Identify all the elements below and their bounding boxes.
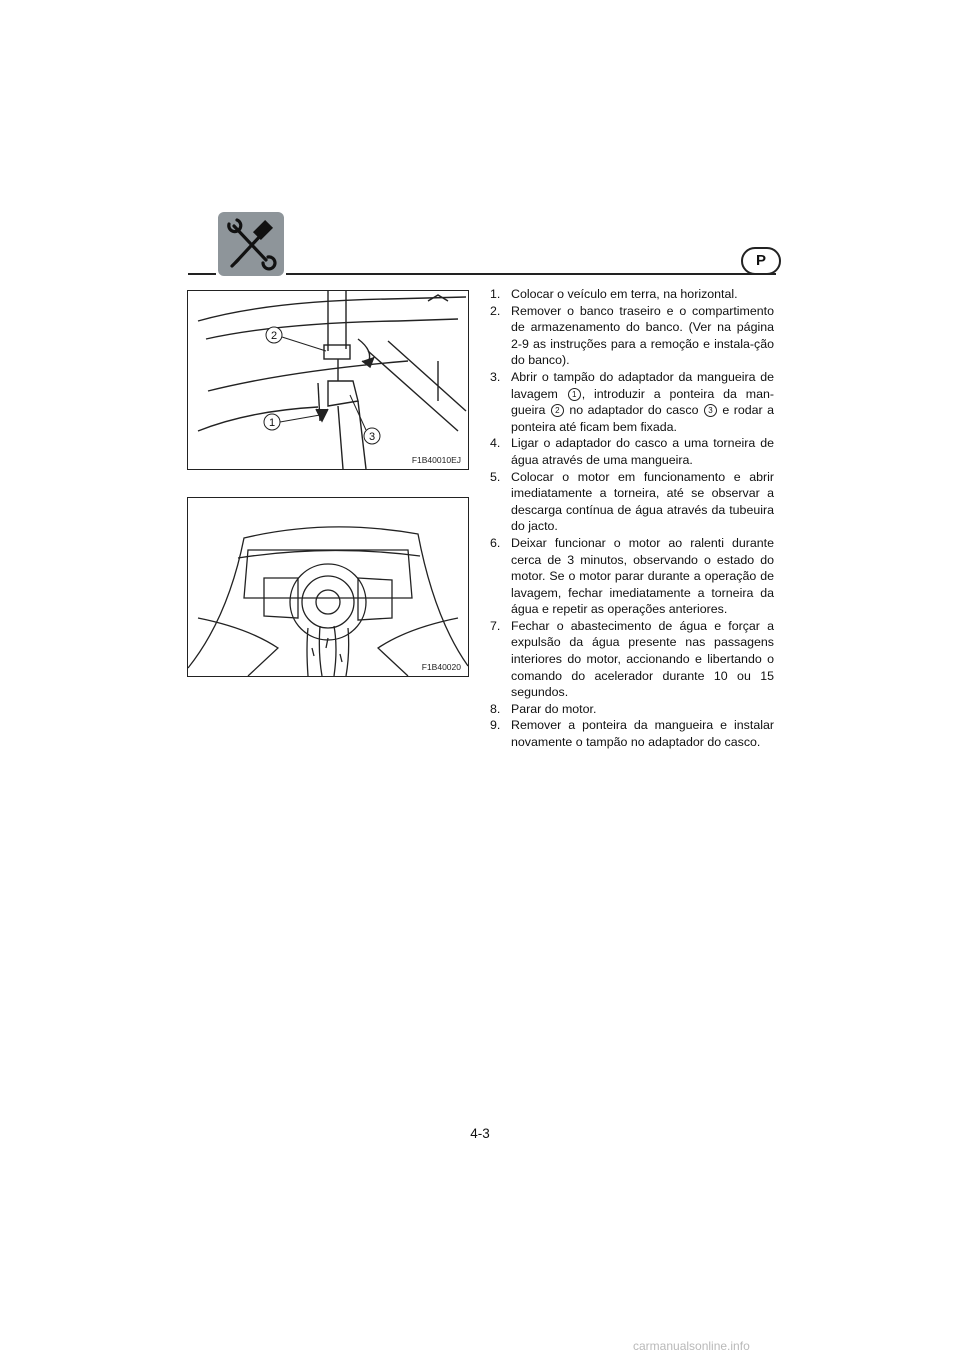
header-rule-left <box>188 273 216 275</box>
step-text: e rodar a ponteira até ficam bem fixada. <box>511 403 774 434</box>
step-number: 6. <box>490 535 501 550</box>
step-number: 7. <box>490 618 501 633</box>
step-4 <box>490 435 774 468</box>
step-text: Deixar funcionar o motor ao ralenti durante cerca de 3 minutos, observando o estado do motor. Se o motor parar durante a operação de lavagem, fechar imediatamente a torneira da água e repetir as operações anteriores. <box>511 535 774 617</box>
flush-adapter-illustration <box>188 291 468 469</box>
step-number: 9. <box>490 718 501 733</box>
step-text: Parar do motor. <box>511 701 597 716</box>
callout-ref-2: 2 <box>551 404 564 417</box>
figure-code: F1B40020 <box>421 662 461 672</box>
step-number: 1. <box>490 287 501 301</box>
callout-ref-3: 3 <box>704 404 717 417</box>
step-9 <box>490 717 774 750</box>
step-number: 4. <box>490 436 501 451</box>
step-6 <box>490 535 774 618</box>
step-number: 2. <box>490 303 501 318</box>
header-rule-right <box>286 273 776 275</box>
step-text: Remover a ponteira da mangueira e instalar novamente o tampão no adaptador do casco. <box>511 718 774 750</box>
step-number: 5. <box>490 469 501 484</box>
step-text: Fechar o abastecimento de água e forçar a expulsão da água presente nas passagens interiores do motor, accionando e libertando o comando do acelerador durante 10 ou 15 segundos. <box>511 618 774 700</box>
step-text: Abrir o tampão do adaptador da mangueira de lavagem <box>511 369 774 401</box>
figure-code: F1B40010EJ <box>411 455 461 465</box>
language-badge: P <box>741 247 781 275</box>
step-number: 8. <box>490 701 501 716</box>
procedure-steps <box>490 286 774 751</box>
step-8 <box>490 701 774 718</box>
callout-3: 3 <box>368 431 376 443</box>
step-text: Colocar o motor em funcionamento e abrir imediatamente a torneira, até se observar a descarga contínua de água através da tubeuira do jacto. <box>511 469 774 534</box>
step-text: Colocar o veículo em terra, na horizontal. <box>511 287 738 301</box>
step-7 <box>490 618 774 701</box>
step-text: Remover o banco traseiro e o compartimento de armazenamento do banco. (Ver na página 2-9 as instruções para a remoção e instala-ção do banco). <box>511 303 774 368</box>
jet-nozzle-illustration <box>188 498 468 676</box>
page-number: 4-3 <box>470 1126 490 1141</box>
step-1 <box>490 286 774 303</box>
watermark: carmanualsonline.info <box>633 1339 750 1353</box>
step-3 <box>490 369 774 435</box>
figure-jet-nozzle <box>187 497 469 677</box>
step-text: , introduzir a ponteira da man-gueira <box>511 386 775 418</box>
figure-flush-adapter <box>187 290 469 470</box>
tools-icon <box>218 212 284 276</box>
step-2 <box>490 303 774 369</box>
step-number: 3. <box>490 369 501 384</box>
callout-2: 2 <box>270 330 278 342</box>
step-text: Ligar o adaptador do casco a uma torneira de água através de uma mangueira. <box>511 436 774 467</box>
step-5 <box>490 469 774 535</box>
step-text: no adaptador do casco <box>564 403 703 418</box>
callout-ref-1: 1 <box>568 388 581 401</box>
callout-1: 1 <box>268 417 276 429</box>
